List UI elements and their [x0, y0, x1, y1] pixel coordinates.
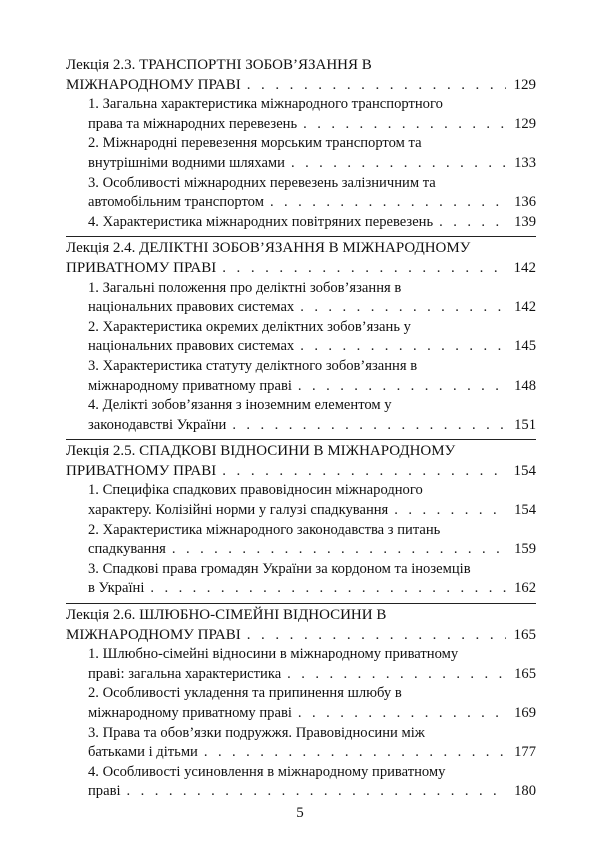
section-divider [66, 603, 536, 604]
entry-title: праві [88, 783, 121, 800]
entry-title: 2. Особливості укладення та припинення шлюбу в [88, 685, 402, 702]
entry-title: праві: загальна характеристика [88, 665, 282, 682]
entry-title: 3. Особливості міжнародних перевезень залізничним та [88, 174, 436, 191]
entry-title: 1. Загальна характеристика міжнародного транспортного [88, 96, 443, 113]
dot-leader [270, 193, 506, 213]
entry-page-number: 165 [514, 665, 536, 682]
lecture-title: Лекція 2.6. ШЛЮБНО-СІМЕЙНІ ВІДНОСИНИ В [66, 607, 387, 624]
toc-entry[interactable] [66, 481, 536, 520]
entry-page-number: 133 [514, 154, 536, 171]
entry-title: національних правових системах [88, 299, 295, 316]
dot-leader [222, 462, 506, 482]
dot-leader [303, 115, 506, 135]
dot-leader [204, 743, 506, 763]
entry-page-number: 180 [514, 783, 536, 800]
entry-page-number: 136 [514, 194, 536, 211]
entry-page-number: 169 [514, 705, 536, 721]
lecture-heading[interactable] [66, 606, 536, 645]
entry-title: автомобільним транспортом [88, 194, 264, 211]
entry-page-number: 159 [514, 541, 536, 558]
dot-leader [439, 213, 506, 233]
dot-leader [222, 259, 506, 279]
lecture-page-number: 165 [513, 626, 536, 643]
lecture-heading[interactable] [66, 442, 536, 481]
entry-title: права та міжнародних перевезень [88, 115, 298, 132]
toc-entry[interactable] [66, 684, 536, 723]
dot-leader [394, 501, 506, 521]
lecture-title: МІЖНАРОДНОМУ ПРАВІ [66, 76, 241, 93]
entry-title: спадкування [88, 541, 166, 558]
lecture-page-number: 142 [513, 259, 536, 276]
toc-entry[interactable] [66, 560, 536, 599]
toc-entry[interactable] [66, 318, 536, 357]
lecture-title: МІЖНАРОДНОМУ ПРАВІ [66, 626, 241, 643]
dot-leader [247, 76, 506, 96]
entry-title: 3. Спадкові права громадян України за кордоном та іноземців [88, 560, 471, 577]
entry-title: 4. Особливості усиновлення в міжнародному приватному [88, 763, 446, 780]
entry-title: 3. Характеристика статуту деліктного зобов’язання в [88, 357, 418, 374]
lecture-page-number: 154 [513, 462, 536, 479]
entry-title: 1. Загальні положення про деліктні зобов’язання в [88, 279, 402, 296]
dot-leader [298, 704, 506, 724]
dot-leader [232, 416, 506, 436]
entry-title: національних правових системах [88, 338, 295, 355]
dot-leader [291, 154, 506, 174]
dot-leader [150, 579, 506, 599]
dot-leader [247, 626, 506, 646]
entry-page-number: 145 [514, 338, 536, 355]
dot-leader [287, 665, 506, 685]
entry-title: 1. Специфіка спадкових правовідносин міжнародного [88, 482, 423, 499]
entry-page-number: 162 [514, 580, 536, 597]
dot-leader [300, 298, 506, 318]
entry-page-number: 148 [514, 377, 536, 394]
entry-title: 2. Міжнародні перевезення морським транспортом та [88, 135, 422, 152]
entry-title: законодавстві України [88, 416, 227, 433]
toc-entry[interactable] [66, 95, 536, 134]
entry-page-number: 154 [514, 502, 536, 519]
dot-leader [172, 540, 506, 560]
entry-title: міжнародному приватному праві [88, 705, 292, 721]
toc-entry[interactable] [66, 213, 536, 233]
entry-page-number: 177 [514, 744, 536, 761]
lecture-title: Лекція 2.3. ТРАНСПОРТНІ ЗОБОВ’ЯЗАННЯ В [66, 57, 372, 73]
toc-entry[interactable] [66, 174, 536, 213]
dot-leader [127, 782, 506, 802]
lecture-title: Лекція 2.4. ДЕЛІКТНІ ЗОБОВ’ЯЗАННЯ В МІЖНАРОДНОМУ [66, 240, 471, 257]
entry-title: 1. Шлюбно-сімейні відносини в міжнародному приватному [88, 646, 459, 663]
toc-entry[interactable] [66, 763, 536, 802]
entry-title: 2. Характеристика міжнародного законодавства з питань [88, 521, 441, 538]
entry-title: батьками і дітьми [88, 744, 198, 761]
entry-title: характеру. Колізійні норми у галузі спадкування [88, 502, 389, 519]
entry-page-number: 139 [514, 213, 536, 230]
entry-title: міжнародному приватному праві [88, 377, 292, 394]
entry-title: 4. Характеристика міжнародних повітряних перевезень [88, 213, 434, 230]
dot-leader [298, 377, 506, 397]
toc-entry[interactable] [66, 279, 536, 318]
entry-page-number: 142 [514, 299, 536, 316]
toc-entry[interactable] [66, 134, 536, 173]
lecture-heading[interactable] [66, 56, 536, 95]
section-divider [66, 236, 536, 237]
lecture-page-number: 129 [513, 76, 536, 93]
entry-title: внутрішніми водними шляхами [88, 154, 285, 171]
toc-section [66, 239, 536, 435]
toc-section [66, 606, 536, 802]
toc-section [66, 56, 536, 232]
entry-title: в Україні [88, 580, 145, 597]
dot-leader [300, 337, 506, 357]
lecture-title: Лекція 2.5. СПАДКОВІ ВІДНОСИНИ В МІЖНАРОДНОМУ [66, 443, 456, 460]
lecture-title: ПРИВАТНОМУ ПРАВІ [66, 259, 217, 276]
toc-section [66, 442, 536, 599]
section-divider [66, 439, 536, 440]
entry-title: 2. Характеристика окремих деліктних зобов’язань у [88, 318, 411, 335]
table-of-contents [66, 54, 536, 802]
toc-entry[interactable] [66, 357, 536, 396]
toc-entry[interactable] [66, 724, 536, 763]
entry-title: 3. Права та обов’язки подружжя. Правовідносини між [88, 724, 425, 741]
toc-entry[interactable] [66, 521, 536, 560]
lecture-title: ПРИВАТНОМУ ПРАВІ [66, 462, 217, 479]
entry-title: 4. Делікті зобов’язання з іноземним елементом у [88, 397, 392, 414]
entry-page-number: 129 [514, 115, 536, 132]
lecture-heading[interactable] [66, 239, 536, 278]
toc-entry[interactable] [66, 645, 536, 684]
entry-page-number: 151 [514, 416, 536, 433]
toc-entry[interactable] [66, 396, 536, 435]
page-number: 5 [296, 805, 304, 821]
